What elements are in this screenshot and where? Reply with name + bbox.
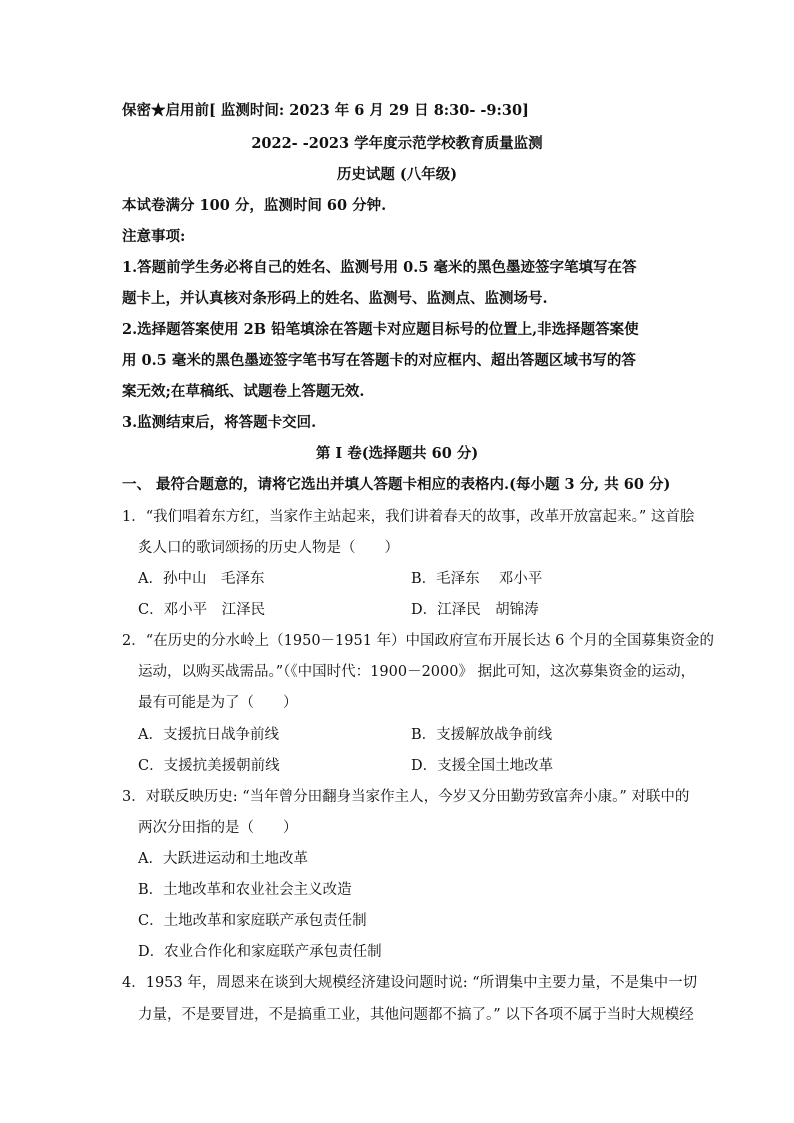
exam-subtitle: 历史试题 (八年级)	[336, 166, 458, 183]
note-line: 案无效;在草稿纸、试题卷上答题无效.	[122, 383, 365, 400]
section-title: 第 I 卷(选择题共 60 分)	[315, 445, 479, 462]
question-4-line: 4．1953 年，周恩来在谈到大规模经济建设问题时说: “所谓集中主要力量，不是集中一切	[122, 975, 698, 991]
question-3-option-c: C．土地改革和家庭联产承包责任制	[138, 913, 367, 929]
question-4-line: 力量，不是要冒进，不是搞重工业，其他问题都不搞了。” 以下各项不属于当时大规模经	[138, 1007, 694, 1023]
question-2-line: 运动，以购买战需品。”（《中国时代：1900－2000》 据此可知，这次募集资金的运动，	[138, 664, 696, 680]
score-line: 本试卷满分 100 分，监测时间 60 分钟.	[122, 197, 387, 214]
note-line: 题卡上，并认真核对条形码上的姓名、监测号、监测点、监测场号.	[122, 290, 548, 307]
question-2-option-a: A．支援抗日战争前线	[138, 727, 279, 743]
question-2-line: 2．“在历史的分水岭上（1950－1951 年）中国政府宣布开展长达 6 个月的全国募集资金的	[122, 633, 714, 649]
question-1-option-d: D．江泽民 胡锦涛	[411, 602, 539, 618]
question-2-option-b: B．支援解放战争前线	[411, 727, 553, 743]
question-2-option-c: C．支援抗美援朝前线	[138, 758, 280, 774]
section-instruction: 一、 最符合题意的，请将它选出并填人答题卡相应的表格内.(每小题 3 分, 共 60 分)	[122, 476, 671, 493]
question-1-line: 炙人口的歌词颂扬的历史人物是（ ）	[138, 540, 399, 556]
question-3-line: 3．对联反映历史: “当年曾分田翻身当家作主人，今岁又分田勤劳致富奔小康。” 对联中的	[122, 789, 690, 805]
question-2-line: 最有可能是为了（ ）	[138, 695, 298, 711]
question-1-line: 1．“我们唱着东方红，当家作主站起来，我们讲着春天的故事，改革开放富起来。” 这首脍	[122, 509, 695, 525]
question-1-option-a: A．孙中山 毛泽东	[138, 571, 265, 587]
note-line: 2.选择题答案使用 2B 铅笔填涂在答题卡对应题目标号的位置上,非选择题答案使	[122, 321, 639, 338]
question-2-option-d: D．支援全国土地改革	[411, 758, 554, 774]
question-3-option-d: D．农业合作化和家庭联产承包责任制	[138, 944, 382, 960]
note-line: 用 0.5 毫米的黑色墨迹签字笔书写在答题卡的对应框内、超出答题区域书写的答	[122, 352, 636, 369]
question-1-option-b: B．毛泽东 邓小平	[411, 571, 543, 587]
confidential-line: 保密★启用前[ 监测时间: 2023 年 6 月 29 日 8:30- -9:30]	[122, 102, 529, 119]
question-1-option-c: C．邓小平 江泽民	[138, 602, 266, 618]
exam-title: 2022- -2023 学年度示范学校教育质量监测	[251, 135, 543, 152]
note-line: 3.监测结束后，将答题卡交回.	[122, 414, 317, 431]
notice-title: 注意事项:	[122, 228, 186, 245]
note-line: 1.答题前学生务必将自己的姓名、监测号用 0.5 毫米的黑色墨迹签字笔填写在答	[122, 259, 637, 276]
question-3-line: 两次分田指的是（ ）	[138, 820, 298, 836]
question-3-option-a: A．大跃进运动和土地改革	[138, 851, 308, 867]
question-3-option-b: B．土地改革和农业社会主义改造	[138, 882, 352, 898]
